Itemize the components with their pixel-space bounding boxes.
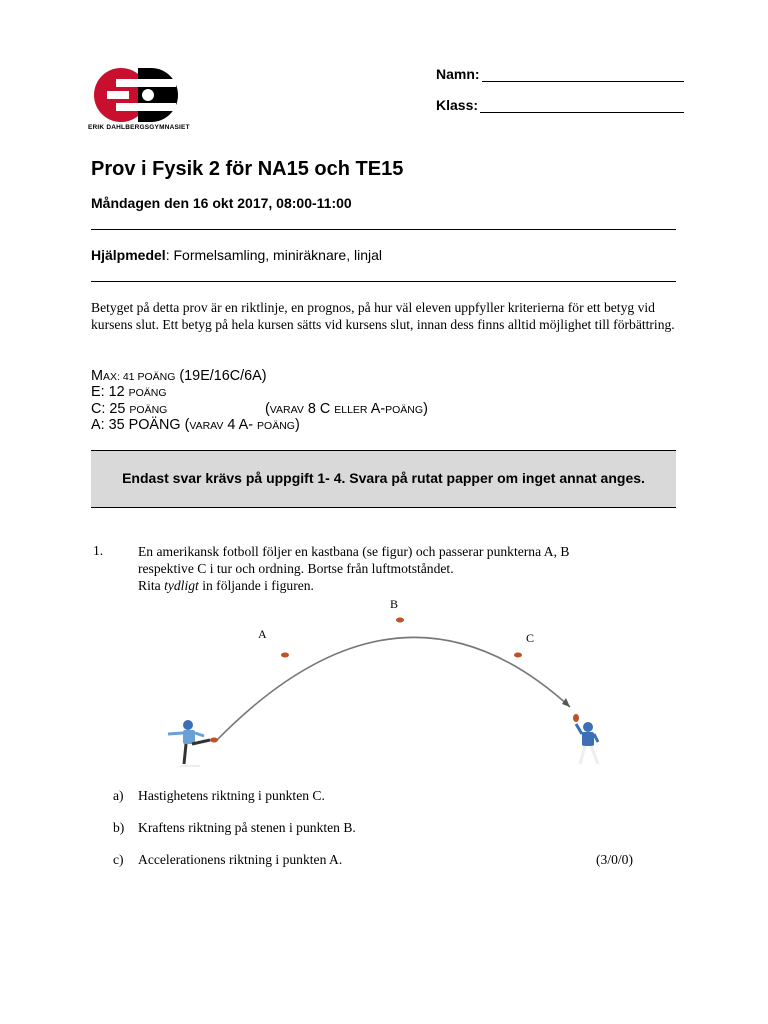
- grade-e: [91, 384, 167, 400]
- label-b: B: [390, 597, 399, 611]
- grade-c-varav: VARAV: [269, 404, 304, 416]
- grade-a-text: A: 35 POÄNG (: [91, 417, 190, 433]
- question-line: respektive C i tur och ordning. Bortse från luftmotståndet.: [138, 561, 454, 576]
- grade-e-unit: POÄNG: [128, 387, 167, 399]
- grade-c-unit2: POÄNG: [385, 404, 424, 416]
- grade-c-unit: POÄNG: [129, 404, 168, 416]
- subquestion-letter: a): [113, 788, 124, 803]
- paren: (: [265, 401, 270, 417]
- paren: ): [423, 401, 428, 417]
- divider: [91, 229, 676, 230]
- paren: ): [294, 417, 300, 433]
- grade-e-text: E: 12: [91, 384, 129, 400]
- grade-max-rest: AX: 41: [103, 371, 138, 383]
- instruction-text: Endast svar krävs på uppgift 1- 4. Svara på rutat papper om inget annat anges.: [122, 470, 645, 486]
- grade-max-initial: M: [91, 368, 103, 384]
- grade-a: [91, 417, 300, 433]
- question-points: (3/0/0): [596, 852, 633, 867]
- arrow-head: [562, 698, 570, 707]
- receiver-player: [573, 714, 598, 764]
- grade-max-unit: POÄNG: [137, 371, 176, 383]
- subquestion-text: Kraftens riktning på stenen i punkten B.: [138, 820, 356, 835]
- exam-date: Måndagen den 16 okt 2017, 08:00-11:00: [91, 195, 352, 211]
- grade-c-mid: 8 C: [303, 401, 335, 417]
- question-emphasis: tydligt: [164, 578, 199, 593]
- grade-max: [91, 368, 267, 384]
- subquestion-text: Accelerationens riktning i punkten A.: [138, 852, 343, 867]
- grade-a-unit: POÄNG: [257, 420, 295, 432]
- subquestion-letter: b): [113, 820, 125, 835]
- question-line3-post: in följande i figuren.: [198, 578, 314, 593]
- grade-max-tail: (19E/16C/6A): [175, 368, 267, 384]
- grade-c-eller: ELLER: [334, 404, 368, 416]
- label-c: C: [526, 631, 535, 645]
- aids-line: [91, 247, 382, 263]
- grade-a-mid: 4 A-: [223, 417, 258, 433]
- question-text: [138, 543, 678, 594]
- ball-b: [396, 618, 404, 623]
- question-number: 1.: [93, 543, 104, 558]
- divider: [91, 281, 676, 282]
- school-name: ERIK DAHLBERGSGYMNASIET: [88, 124, 190, 131]
- label-a: A: [258, 627, 267, 641]
- aids-value: : Formelsamling, miniräknare, linjal: [165, 247, 382, 263]
- kicker-player: [168, 720, 218, 766]
- question-line3-pre: Rita: [138, 578, 165, 593]
- grade-c-text: C: 25: [91, 401, 130, 417]
- aids-label: Hjälpmedel: [91, 247, 166, 263]
- intro-paragraph: Betyget på detta prov är en riktlinje, en prognos, på hur väl eleven uppfyller kriterierna för ett betyg vid kursens slut. Ett betyg på hela kursen sätts vid kursens slut, innan dess finns alltid möjlighet till förbättring.: [91, 300, 675, 332]
- question-line: En amerikansk fotboll följer en kastbana (se figur) och passerar punkterna A, B: [138, 544, 570, 559]
- exam-title: Prov i Fysik 2 för NA15 och TE15: [91, 158, 404, 180]
- ball-a: [281, 653, 289, 658]
- class-label: Klass:: [436, 97, 479, 113]
- name-line[interactable]: [482, 67, 684, 82]
- trajectory-figure: [150, 592, 620, 777]
- ball-c: [514, 653, 522, 658]
- name-field[interactable]: [436, 66, 684, 82]
- class-line[interactable]: [480, 98, 684, 113]
- subquestion-letter: c): [113, 852, 124, 867]
- grade-c-note: [265, 401, 428, 417]
- grade-c: [91, 401, 167, 417]
- subquestion-text: Hastighetens riktning i punkten C.: [138, 788, 325, 803]
- grade-c-a: A-: [367, 401, 386, 417]
- class-field[interactable]: [436, 97, 684, 113]
- grade-a-varav: VARAV: [189, 420, 224, 432]
- name-label: Namn:: [436, 66, 480, 82]
